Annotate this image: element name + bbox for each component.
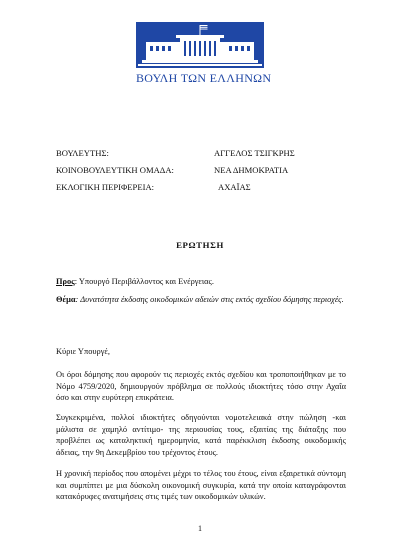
recipient-label: Προς: [56, 277, 75, 286]
paragraph-2: Συγκεκριμένα, πολλοί ιδιοκτήτες οδηγούνται νομοτελειακά στην πώληση -και μάλιστα σε χαμηλό αντίτιμο- της περιουσίας τους, εξαιτίας της διάταξης που προβλέπει ως καταληκτική ημερομηνία, κατά παρέκκλιση έκδοσης οικοδομικής άδειας, την 9η Δεκεμβρίου του τρέχοντος έτους.: [56, 413, 346, 457]
paragraph-1: Οι όροι δόμησης που αφορούν τις περιοχές εκτός σχεδίου και τροποποιήθηκαν με το Νόμο 4759/2020, δημιουργούν πρόβλημα σε πολλούς ιδιοκτήτες τόσο στην Αχαΐα όσο και στην ευρύτερη επικράτεια.: [56, 370, 346, 403]
info-row-mp: [56, 145, 356, 162]
logo-text: ΒΟΥΛΗ ΤΩΝ ΕΛΛΗΝΩΝ: [136, 71, 272, 85]
page-number: 1: [198, 524, 202, 533]
info-value: ΝΕΑ ΔΗΜΟΚΡΑΤΙΑ: [214, 165, 289, 175]
info-row-region: [56, 179, 356, 196]
subject-line: [56, 294, 346, 306]
info-value: ΑΧΑΪΑΣ: [218, 182, 251, 192]
info-label: ΕΚΛΟΓΙΚΗ ΠΕΡΙΦΕΡΕΙΑ:: [56, 182, 155, 192]
info-label: ΚΟΙΝΟΒΟΥΛΕΥΤΙΚΗ ΟΜΑΔΑ:: [56, 165, 174, 175]
document-heading: ΕΡΩΤΗΣΗ: [176, 240, 224, 250]
info-block: [56, 145, 356, 196]
subject-text: : Δυνατότητα έκδοσης οικοδομικών αδειών στις εκτός σχεδίου δόμησης περιοχές.: [75, 295, 344, 304]
info-row-party: [56, 162, 356, 179]
salutation: Κύριε Υπουργέ,: [56, 347, 111, 356]
recipient-line: [56, 276, 346, 288]
info-label: ΒΟΥΛΕΥΤΗΣ:: [56, 148, 109, 158]
recipient-text: : Υπουργό Περιβάλλοντος και Ενέργειας.: [74, 277, 214, 286]
parliament-building-icon: [136, 22, 264, 70]
paragraph-3: Η χρονική περίοδος που απομένει μέχρι το τέλος του έτους, είναι εξαιρετικά σύντομη και συμπίπτει με μια δύσκολη οικονομική συγκυρία, κατά την οποία καταγράφονται κατακόρυφες ανατιμήσεις στις τιμές των οικοδομικών υλικών.: [56, 469, 346, 502]
subject-label: Θέμα: [56, 295, 76, 304]
info-value: ΑΓΓΕΛΟΣ ΤΣΙΓΚΡΗΣ: [214, 148, 295, 158]
parliament-logo: [136, 22, 272, 110]
